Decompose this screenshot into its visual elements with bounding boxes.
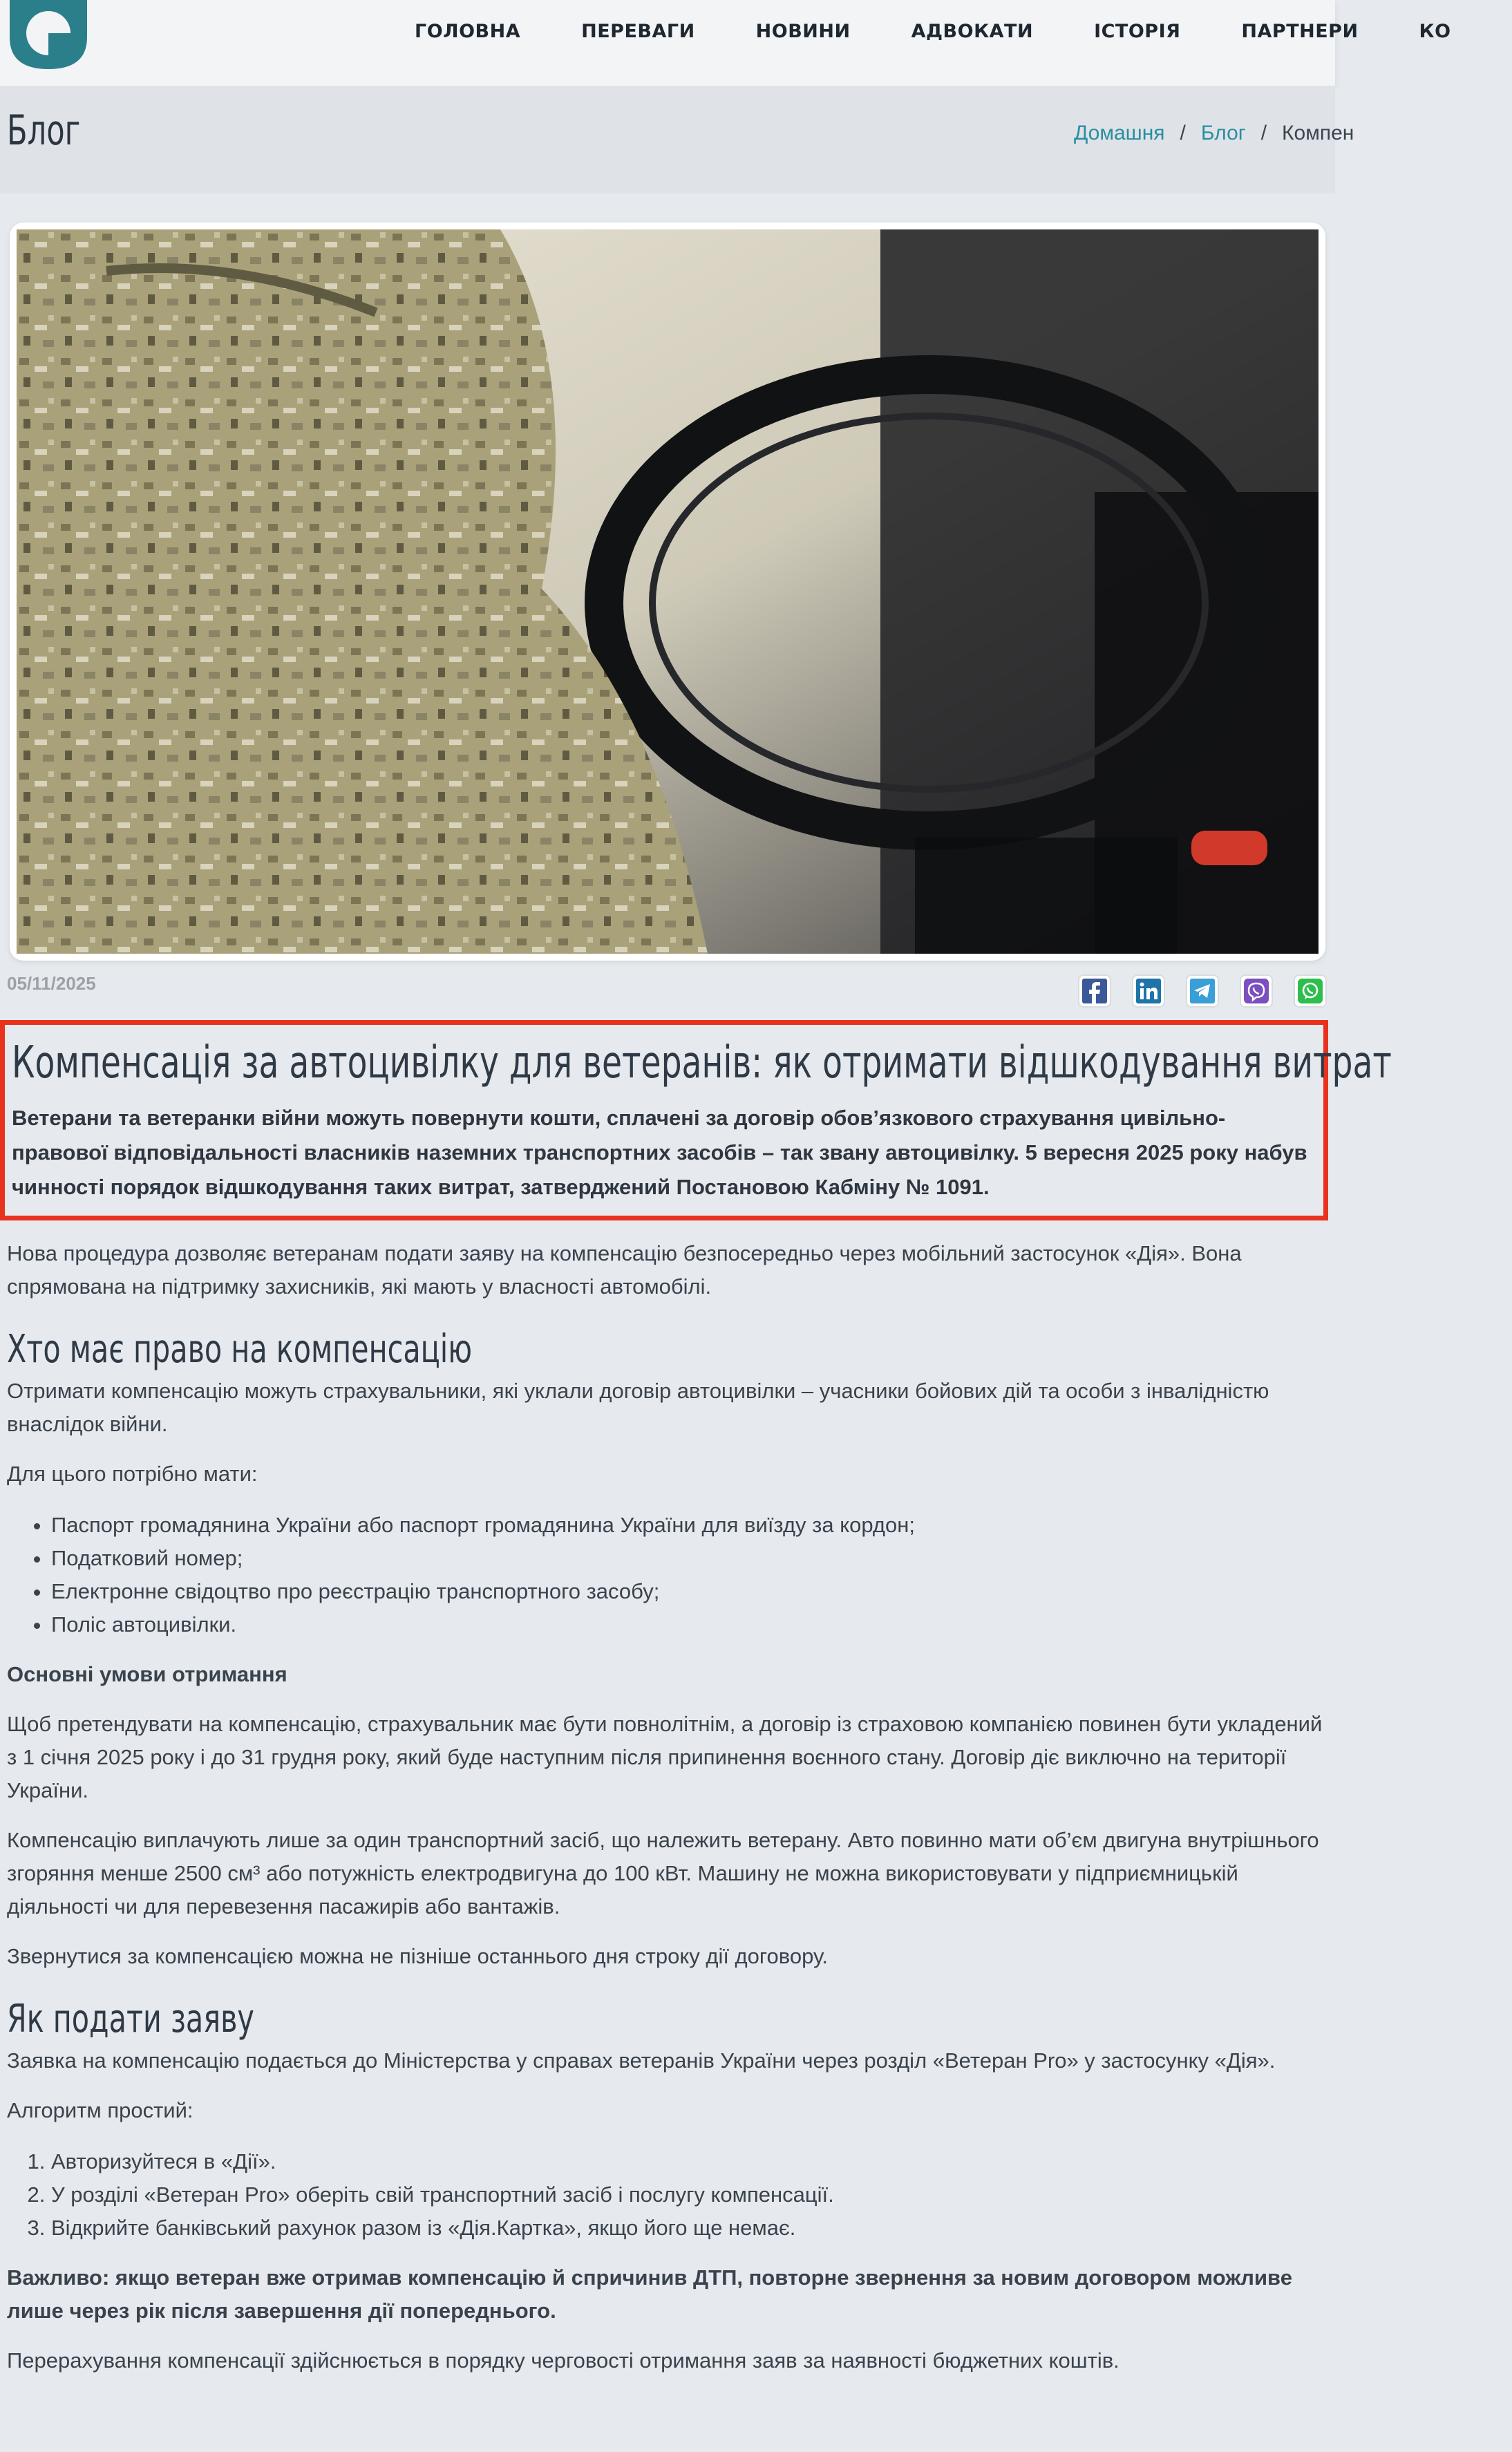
- section-paragraph: Отримати компенсацію можуть страхувальники, які уклали договір автоцивілки – учасники бойових дій та особи з інвалідністю внаслідок війни.: [7, 1379, 1269, 1436]
- main-nav: [415, 0, 1512, 62]
- article-title: Компенсація за автоцивілку для ветеранів: як отримати відшкодування витрат: [12, 1037, 1392, 1088]
- viber-icon: [1244, 979, 1269, 1003]
- featured-image-card: [10, 223, 1325, 961]
- site-header: [0, 0, 1451, 86]
- section-paragraph: Для цього потрібно мати:: [7, 1462, 258, 1486]
- section-paragraph: Звернутися за компенсацією можна не пізніше останнього дня строку дії договору.: [7, 1944, 829, 1968]
- breadcrumb: [1074, 122, 1354, 145]
- breadcrumb-separator: /: [1260, 122, 1267, 144]
- facebook-icon: [1082, 979, 1107, 1003]
- important-note: Важливо: якщо ветеран вже отримав компенсацію й спричинив ДТП, повторне звернення за новим договором можливе лише через рік після завершення дії попереднього.: [7, 2265, 1292, 2323]
- list-item: • Поліс автоцивілки.: [51, 1608, 1327, 1641]
- section-heading-eligibility: Хто має право на компенсацію: [7, 1327, 473, 1372]
- page-title: Блог: [7, 106, 81, 155]
- section-paragraph: Щоб претендувати на компенсацію, страхувальник має бути повнолітнім, а договір із страховою компанією повинен бути укладений з 1 січня 2025 року і до 31 грудня року, який буде наступним після припинення воєнного стану. Договір діє виключно на території України.: [7, 1712, 1323, 1802]
- breadcrumb-separator: /: [1180, 122, 1186, 144]
- share-facebook-button[interactable]: [1078, 974, 1111, 1008]
- breadcrumb-blog-link[interactable]: Блог: [1200, 122, 1246, 144]
- section-paragraph: Перерахування компенсації здійснюється в порядку черговості отримання заяв за наявності бюджетних коштів.: [7, 2348, 1119, 2373]
- steps-list: [7, 2145, 1327, 2245]
- nav-item-lawyers[interactable]: АДВОКАТИ: [911, 20, 1034, 42]
- requirements-list: [7, 1509, 1327, 1641]
- conditions-subheading: Основні умови отримання: [7, 1662, 287, 1686]
- nav-item-home[interactable]: ГОЛОВНА: [415, 20, 521, 42]
- list-item: 2. У розділі «Ветеран Pro» оберіть свій транспортний засіб і послугу компенсації.: [51, 2178, 1327, 2211]
- share-whatsapp-button[interactable]: [1294, 974, 1327, 1008]
- list-item: 3. Відкрийте банківський рахунок разом із «Дія.Картка», якщо його ще немає.: [51, 2211, 1327, 2245]
- section-paragraph: Компенсацію виплачують лише за один транспортний засіб, що належить ветерану. Авто повинно мати об’єм двигуна внутрішнього згоряння менше 2500 см³ або потужність електродвигуна до 100 кВт. Машину не можна використовувати у підприємницькій діяльності чи для перевезення пасажирів або вантажів.: [7, 1828, 1319, 1918]
- nav-item-advantages[interactable]: ПЕРЕВАГИ: [581, 20, 695, 42]
- whatsapp-icon: [1298, 979, 1323, 1003]
- highlighted-title-block: [0, 1020, 1392, 1220]
- nav-item-contacts[interactable]: КО: [1419, 20, 1451, 42]
- breadcrumb-current: Компен: [1282, 122, 1354, 144]
- section-paragraph: Алгоритм простий:: [7, 2098, 193, 2122]
- nav-item-news[interactable]: НОВИНИ: [755, 20, 851, 42]
- section-heading-apply: Як подати заяву: [7, 1997, 254, 2041]
- article-lead: Ветерани та ветеранки війни можуть повернути кошти, сплачені за договір обов’язкового страхування цивільно-правової відповідальності власників наземних транспортних засобів – так звану автоцивілку. 5 вересня 2025 року набув чинності порядок відшкодування таких витрат, затверджений Постановою Кабміну № 1091.: [12, 1106, 1307, 1199]
- telegram-icon: [1190, 979, 1215, 1003]
- list-item: • Паспорт громадянина України або паспорт громадянина України для виїзду за кордон;: [51, 1509, 1327, 1542]
- list-item: 1. Авторизуйтеся в «Дії».: [51, 2145, 1327, 2178]
- linkedin-icon: [1136, 979, 1161, 1003]
- share-viber-button[interactable]: [1240, 974, 1273, 1008]
- post-date: 05/11/2025: [7, 973, 96, 994]
- list-item: • Електронне свідоцтво про реєстрацію транспортного засобу;: [51, 1575, 1327, 1608]
- breadcrumb-home-link[interactable]: Домашня: [1074, 122, 1165, 144]
- featured-image: [17, 229, 1319, 954]
- share-buttons: [1078, 974, 1327, 1008]
- site-logo[interactable]: [6, 0, 91, 73]
- blog-article: [7, 1020, 1392, 2377]
- nav-item-partners[interactable]: ПАРТНЕРИ: [1241, 20, 1359, 42]
- page-title-bar: [0, 86, 1354, 194]
- share-telegram-button[interactable]: [1186, 974, 1219, 1008]
- share-linkedin-button[interactable]: [1132, 974, 1165, 1008]
- article-intro: Нова процедура дозволяє ветеранам подати заяву на компенсацію безпосередньо через мобільний застосунок «Дія». Вона спрямована на підтримку захисників, які мають у власності автомобілі.: [7, 1241, 1242, 1299]
- list-item: • Податковий номер;: [51, 1542, 1327, 1575]
- section-paragraph: Заявка на компенсацію подається до Міністерства у справах ветеранів України через розділ «Ветеран Pro» у застосунку «Дія».: [7, 2048, 1276, 2073]
- nav-item-history[interactable]: ІСТОРІЯ: [1094, 20, 1181, 42]
